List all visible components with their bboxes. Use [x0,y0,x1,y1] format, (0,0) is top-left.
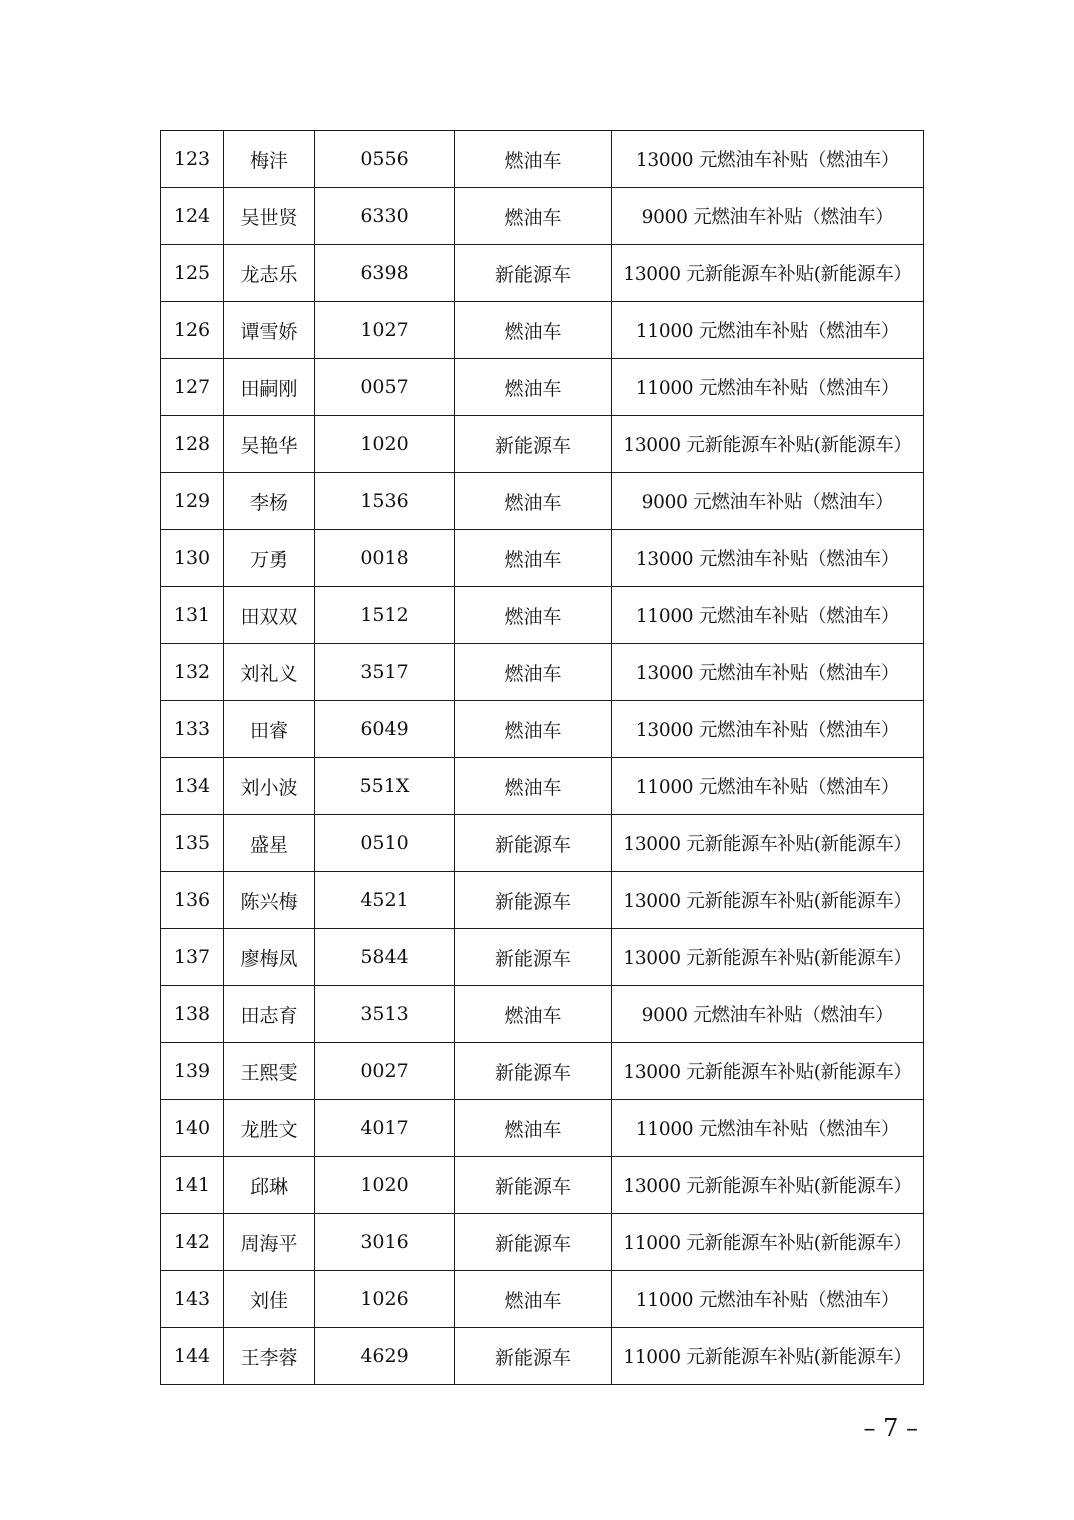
vehicle-type-cell: 新能源车 [455,1214,612,1271]
subsidy-cell: 11000 元燃油车补贴（燃油车） [612,587,924,644]
applicant-name-cell: 谭雪娇 [224,302,315,359]
applicant-name-cell: 刘礼义 [224,644,315,701]
id-suffix-cell: 0018 [315,530,455,587]
table-row [161,473,924,530]
applicant-name-cell: 田志育 [224,986,315,1043]
applicant-name-cell: 李杨 [224,473,315,530]
id-suffix-cell: 1027 [315,302,455,359]
subsidy-table-body [161,131,924,1385]
table-row [161,1271,924,1328]
row-number-cell: 123 [161,131,224,188]
vehicle-type-cell: 燃油车 [455,131,612,188]
subsidy-cell: 11000 元新能源车补贴(新能源车） [612,1328,924,1385]
subsidy-cell: 13000 元新能源车补贴(新能源车） [612,872,924,929]
row-number-cell: 127 [161,359,224,416]
row-number-cell: 126 [161,302,224,359]
row-number-cell: 124 [161,188,224,245]
id-suffix-cell: 6398 [315,245,455,302]
subsidy-cell: 13000 元燃油车补贴（燃油车） [612,530,924,587]
id-suffix-cell: 1512 [315,587,455,644]
vehicle-type-cell: 燃油车 [455,1271,612,1328]
table-row [161,302,924,359]
row-number-cell: 142 [161,1214,224,1271]
id-suffix-cell: 6330 [315,188,455,245]
row-number-cell: 125 [161,245,224,302]
page-number: – 7 – [863,1414,918,1442]
vehicle-type-cell: 新能源车 [455,245,612,302]
row-number-cell: 140 [161,1100,224,1157]
table-row [161,587,924,644]
row-number-cell: 134 [161,758,224,815]
applicant-name-cell: 田睿 [224,701,315,758]
table-row [161,758,924,815]
table-row [161,1043,924,1100]
row-number-cell: 143 [161,1271,224,1328]
subsidy-cell: 13000 元新能源车补贴(新能源车） [612,815,924,872]
vehicle-type-cell: 燃油车 [455,530,612,587]
row-number-cell: 139 [161,1043,224,1100]
table-row [161,872,924,929]
vehicle-type-cell: 燃油车 [455,587,612,644]
table-row [161,1328,924,1385]
table-row [161,1100,924,1157]
applicant-name-cell: 龙志乐 [224,245,315,302]
subsidy-cell: 13000 元燃油车补贴（燃油车） [612,131,924,188]
vehicle-type-cell: 燃油车 [455,473,612,530]
table-row [161,644,924,701]
subsidy-cell: 13000 元新能源车补贴(新能源车） [612,1043,924,1100]
id-suffix-cell: 1536 [315,473,455,530]
subsidy-table [160,130,924,1385]
id-suffix-cell: 4521 [315,872,455,929]
id-suffix-cell: 3513 [315,986,455,1043]
vehicle-type-cell: 新能源车 [455,929,612,986]
id-suffix-cell: 0057 [315,359,455,416]
vehicle-type-cell: 新能源车 [455,1043,612,1100]
subsidy-cell: 11000 元燃油车补贴（燃油车） [612,1100,924,1157]
applicant-name-cell: 吴艳华 [224,416,315,473]
applicant-name-cell: 邱琳 [224,1157,315,1214]
row-number-cell: 144 [161,1328,224,1385]
vehicle-type-cell: 燃油车 [455,986,612,1043]
subsidy-cell: 9000 元燃油车补贴（燃油车） [612,473,924,530]
applicant-name-cell: 龙胜文 [224,1100,315,1157]
applicant-name-cell: 廖梅凤 [224,929,315,986]
vehicle-type-cell: 新能源车 [455,1328,612,1385]
table-row [161,245,924,302]
id-suffix-cell: 4629 [315,1328,455,1385]
vehicle-type-cell: 新能源车 [455,1157,612,1214]
id-suffix-cell: 1020 [315,1157,455,1214]
table-row [161,1214,924,1271]
subsidy-cell: 13000 元新能源车补贴(新能源车） [612,416,924,473]
subsidy-cell: 13000 元新能源车补贴(新能源车） [612,245,924,302]
table-row [161,929,924,986]
id-suffix-cell: 1026 [315,1271,455,1328]
applicant-name-cell: 王李蓉 [224,1328,315,1385]
id-suffix-cell: 0027 [315,1043,455,1100]
table-row [161,986,924,1043]
id-suffix-cell: 3016 [315,1214,455,1271]
id-suffix-cell: 6049 [315,701,455,758]
subsidy-cell: 11000 元燃油车补贴（燃油车） [612,359,924,416]
subsidy-cell: 11000 元燃油车补贴（燃油车） [612,758,924,815]
vehicle-type-cell: 燃油车 [455,758,612,815]
row-number-cell: 132 [161,644,224,701]
applicant-name-cell: 梅沣 [224,131,315,188]
row-number-cell: 128 [161,416,224,473]
table-row [161,701,924,758]
subsidy-cell: 11000 元燃油车补贴（燃油车） [612,1271,924,1328]
row-number-cell: 131 [161,587,224,644]
row-number-cell: 130 [161,530,224,587]
vehicle-type-cell: 燃油车 [455,1100,612,1157]
table-row [161,1157,924,1214]
row-number-cell: 141 [161,1157,224,1214]
id-suffix-cell: 4017 [315,1100,455,1157]
subsidy-cell: 13000 元燃油车补贴（燃油车） [612,701,924,758]
applicant-name-cell: 刘小波 [224,758,315,815]
vehicle-type-cell: 燃油车 [455,359,612,416]
table-row [161,416,924,473]
row-number-cell: 136 [161,872,224,929]
vehicle-type-cell: 新能源车 [455,416,612,473]
row-number-cell: 133 [161,701,224,758]
applicant-name-cell: 万勇 [224,530,315,587]
applicant-name-cell: 盛星 [224,815,315,872]
id-suffix-cell: 551X [315,758,455,815]
table-row [161,815,924,872]
id-suffix-cell: 0556 [315,131,455,188]
subsidy-cell: 13000 元燃油车补贴（燃油车） [612,644,924,701]
id-suffix-cell: 1020 [315,416,455,473]
applicant-name-cell: 田双双 [224,587,315,644]
subsidy-cell: 9000 元燃油车补贴（燃油车） [612,188,924,245]
applicant-name-cell: 田嗣刚 [224,359,315,416]
table-row [161,530,924,587]
table-row [161,131,924,188]
row-number-cell: 137 [161,929,224,986]
id-suffix-cell: 0510 [315,815,455,872]
subsidy-cell: 11000 元燃油车补贴（燃油车） [612,302,924,359]
applicant-name-cell: 吴世贤 [224,188,315,245]
vehicle-type-cell: 燃油车 [455,644,612,701]
row-number-cell: 129 [161,473,224,530]
applicant-name-cell: 王熙雯 [224,1043,315,1100]
subsidy-cell: 9000 元燃油车补贴（燃油车） [612,986,924,1043]
subsidy-cell: 11000 元新能源车补贴(新能源车） [612,1214,924,1271]
subsidy-cell: 13000 元新能源车补贴(新能源车） [612,1157,924,1214]
applicant-name-cell: 陈兴梅 [224,872,315,929]
vehicle-type-cell: 新能源车 [455,815,612,872]
vehicle-type-cell: 新能源车 [455,872,612,929]
row-number-cell: 135 [161,815,224,872]
table-row [161,188,924,245]
applicant-name-cell: 周海平 [224,1214,315,1271]
row-number-cell: 138 [161,986,224,1043]
vehicle-type-cell: 燃油车 [455,701,612,758]
applicant-name-cell: 刘佳 [224,1271,315,1328]
id-suffix-cell: 3517 [315,644,455,701]
id-suffix-cell: 5844 [315,929,455,986]
vehicle-type-cell: 燃油车 [455,302,612,359]
vehicle-type-cell: 燃油车 [455,188,612,245]
subsidy-cell: 13000 元新能源车补贴(新能源车） [612,929,924,986]
table-row [161,359,924,416]
